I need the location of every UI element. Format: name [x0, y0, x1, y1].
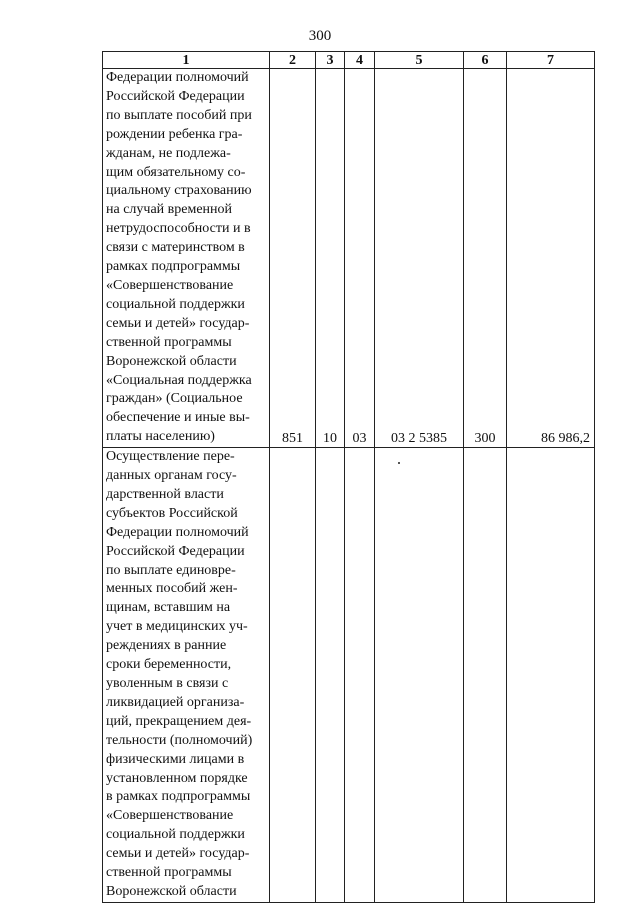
description-line: семьи и детей» государ- [106, 315, 250, 331]
header-row [103, 52, 595, 69]
description-line: Осуществление пере- [106, 449, 235, 465]
cell-ministry-code: 851 [270, 69, 316, 448]
description-line: Российской Федерации [106, 88, 245, 104]
cell-subsection: 03 [345, 69, 375, 448]
description-line: учет в медицинских уч- [106, 619, 248, 635]
description-line: установленном порядке [106, 770, 248, 786]
description-line: тельности (полномочий) [106, 732, 253, 748]
description-line: платы населению) [106, 429, 215, 445]
description-line: ликвидацией организа- [106, 694, 245, 710]
cell-section [316, 448, 345, 903]
description-line: по выплате единовре- [106, 562, 236, 578]
description-line: щинам, вставшим на [106, 600, 231, 616]
description-line: Федерации полномочий [106, 70, 249, 85]
column-header-5: 5 [375, 52, 464, 69]
description-line: данных органам госу- [106, 468, 237, 484]
description-line: в рамках подпрограммы [106, 789, 251, 805]
description-line: «Совершенствование [106, 808, 234, 824]
cell-section: 10 [316, 69, 345, 448]
description-line: граждан» (Социальное [106, 391, 243, 407]
table-row [103, 448, 595, 903]
description-line: обеспечение и иные вы- [106, 410, 250, 426]
description-line: менных пособий жен- [106, 581, 238, 597]
description-line: «Социальная поддержка [106, 372, 252, 388]
cell-expense-type: 300 [464, 69, 507, 448]
cell-target-article: 03 2 5385 [375, 69, 464, 448]
description-line: «Совершенствование [106, 277, 234, 293]
budget-table [102, 51, 595, 903]
description-line: уволенным в связи с [106, 676, 229, 691]
description-line: Воронежской области [106, 353, 237, 369]
description-line: Российской Федерации [106, 543, 245, 559]
description-line: циальному страхованию [106, 183, 252, 199]
column-header-2: 2 [270, 52, 316, 69]
description-line: рождении ребенка гра- [106, 126, 243, 142]
column-header-3: 3 [316, 52, 345, 69]
description-line: рамках подпрограммы [106, 259, 241, 275]
description-line: Воронежской области [106, 883, 237, 899]
description-line: субъектов Российской [106, 505, 238, 521]
description-line: ций, прекращением дея- [106, 713, 252, 729]
row-description [103, 448, 270, 903]
cell-amount [507, 448, 595, 903]
cell-target-article [375, 448, 464, 903]
column-header-4: 4 [345, 52, 375, 69]
cell-ministry-code [270, 448, 316, 903]
description-line: нетрудоспособности и в [106, 221, 251, 237]
description-line: щим обязательному со- [106, 164, 246, 180]
row-description [103, 69, 270, 448]
description-line: на случай временной [106, 202, 233, 218]
cell-amount: 86 986,2 [507, 69, 595, 448]
column-header-1: 1 [103, 52, 270, 69]
cell-expense-type [464, 448, 507, 903]
description-line: дарственной власти [106, 486, 224, 502]
description-line: жданам, не подлежа- [106, 145, 231, 161]
description-line: по выплате пособий при [106, 107, 252, 123]
description-line: физическими лицами в [106, 751, 245, 767]
page-number: 300 [308, 28, 332, 44]
description-line: ственной программы [106, 334, 232, 350]
description-line: социальной поддержки [106, 827, 245, 843]
description-line: реждениях в ранние [106, 638, 227, 654]
description-line: связи с материнством в [106, 240, 245, 256]
description-line: социальной поддержки [106, 296, 245, 312]
table-row [103, 69, 595, 448]
column-header-7: 7 [507, 52, 595, 69]
cell-subsection [345, 448, 375, 903]
scan-speck [398, 462, 400, 464]
description-line: сроки беременности, [106, 657, 232, 673]
description-line: семьи и детей» государ- [106, 846, 250, 862]
description-line: ственной программы [106, 865, 232, 881]
column-header-6: 6 [464, 52, 507, 69]
description-line: Федерации полномочий [106, 524, 249, 540]
